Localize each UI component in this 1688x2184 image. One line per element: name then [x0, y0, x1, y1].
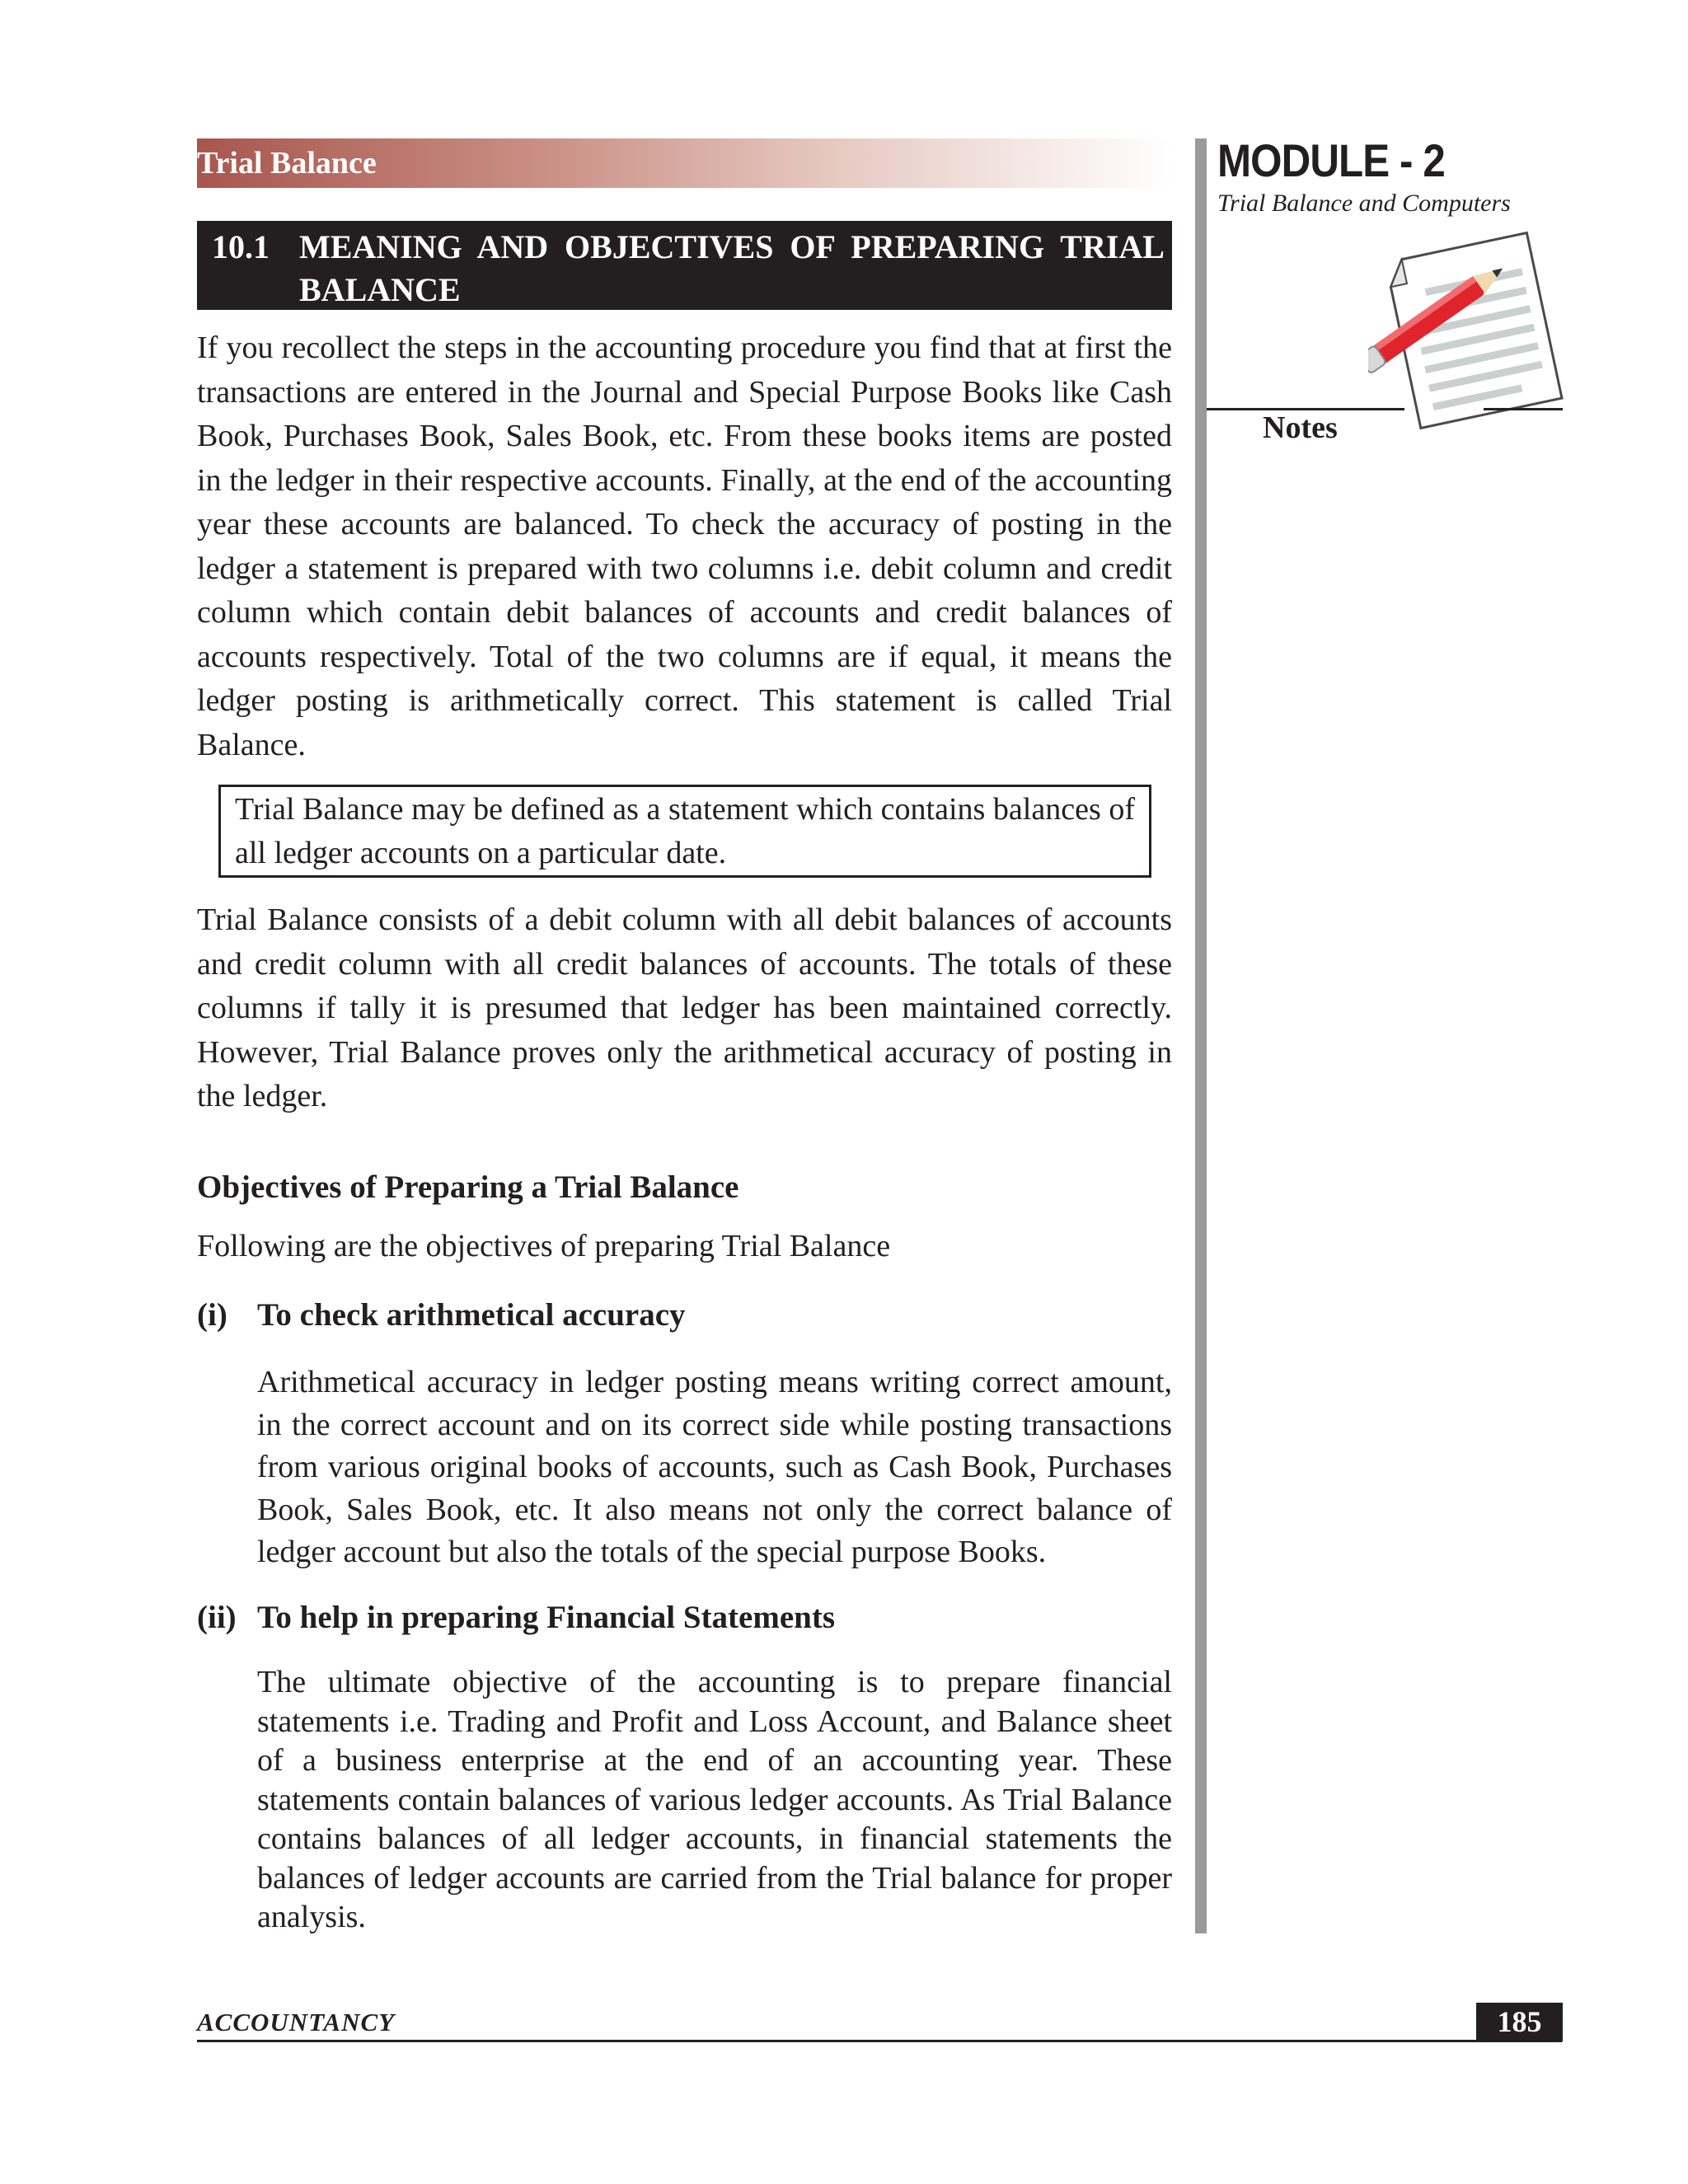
definition-text: Trial Balance may be defined as a statement which contains balances of all ledger accounts on a particular date.: [235, 792, 1135, 870]
list-item-marker: (ii): [197, 1600, 237, 1635]
list-item-title: To help in preparing Financial Statements: [257, 1600, 836, 1635]
footer-rule: [197, 2040, 1562, 2042]
list-item-title: To check arithmetical accuracy: [257, 1297, 686, 1333]
list-item-text: Arithmetical accuracy in ledger posting means writing correct amount, in the correct account and on its correct side while posting transactions from various original books of accounts, such as Cash Book, Purchases Book, Sales Book, etc. It also means not only the correct balance of ledger account but also the totals of the special purpose Books.: [257, 1365, 1172, 1569]
footer-subject: ACCOUNTANCY: [197, 2008, 396, 2036]
objectives-heading: Objectives of Preparing a Trial Balance: [197, 1169, 739, 1205]
notes-label: Notes: [1263, 410, 1338, 445]
margin-divider: [1195, 138, 1207, 1933]
explanation-paragraph: Trial Balance consists of a debit column with all debit balances of accounts and credit column with all credit balances of accounts. The totals of these columns if tally it is presumed that ledger has been maintained correctly. However, Trial Balance proves only the arithmetical accuracy of posting in the ledger.: [197, 902, 1172, 1113]
section-title: MEANING AND OBJECTIVES OF PREPARING TRIAL BALANCE: [299, 228, 1165, 308]
section-number: 10.1: [212, 228, 270, 265]
running-header-title: Trial Balance: [197, 146, 377, 180]
list-item-text: The ultimate objective of the accounting is to prepare financial statements i.e. Trading and Profit and Loss Account, and Balance sheet of a business enterprise at the end of an accounting year. These statements contain balances of various ledger accounts. As Trial Balance contains balances of all ledger accounts, in financial statements the balances of ledger accounts are carried from the Trial balance for proper analysis.: [257, 1665, 1172, 1934]
list-item-marker: (i): [197, 1297, 227, 1333]
objectives-intro: Following are the objectives of preparing Trial Balance: [197, 1229, 891, 1263]
notes-rule-right: [1484, 408, 1563, 410]
module-subtitle: Trial Balance and Computers: [1217, 190, 1511, 217]
page-number: 185: [1497, 2005, 1542, 2038]
module-title: MODULE - 2: [1217, 134, 1445, 186]
intro-paragraph: If you recollect the steps in the accounting procedure you find that at first the transactions are entered in the Journal and Special Purpose Books like Cash Book, Purchases Book, Sales Book, etc. From these books items are posted in the ledger in their respective accounts. Finally, at the end of the accounting year these accounts are balanced. To check the accuracy of posting in the ledger a statement is prepared with two columns i.e. debit column and credit column which contain debit balances of accounts and credit balances of accounts respectively. Total of the two columns are if equal, it means the ledger posting is arithmetically correct. This statement is called Trial Balance.: [197, 330, 1172, 762]
